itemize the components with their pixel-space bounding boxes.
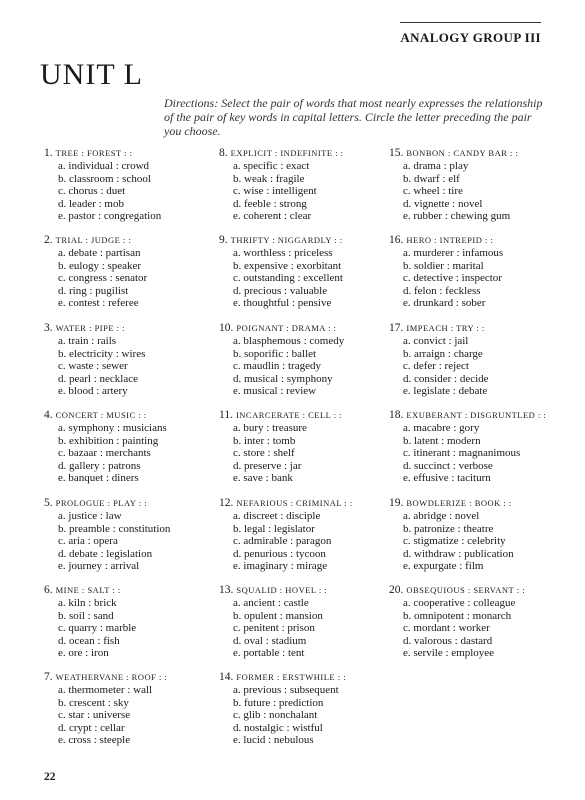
answer-option[interactable]: c. quarry : marble xyxy=(58,622,137,634)
answer-option[interactable]: c. detective : inspector xyxy=(403,272,502,284)
question-header xyxy=(219,233,394,247)
answer-option[interactable]: c. bazaar : merchants xyxy=(58,447,151,459)
answer-option[interactable]: e. journey : arrival xyxy=(58,560,140,572)
question-number: 10. xyxy=(219,322,234,334)
answer-option[interactable]: d. musical : symphony xyxy=(233,372,333,385)
answer-option[interactable]: b. classroom : school xyxy=(58,172,151,185)
answer-option[interactable]: b. dwarf : elf xyxy=(403,172,460,185)
question-header xyxy=(389,321,564,335)
question-number: 11. xyxy=(219,409,233,421)
answer-option[interactable]: d. feeble : strong xyxy=(233,197,307,210)
answer-option[interactable]: b. electricity : wires xyxy=(58,347,146,360)
question-header xyxy=(44,496,219,510)
answer-option[interactable]: d. valorous : dastard xyxy=(403,634,493,647)
answer-option[interactable]: a. ancient : castle xyxy=(233,597,309,609)
question-number: 14. xyxy=(219,671,234,683)
answer-option[interactable]: d. ocean : fish xyxy=(58,634,120,647)
question-item xyxy=(44,321,219,398)
question-number: 12. xyxy=(219,497,234,509)
question-item xyxy=(44,408,219,485)
key-words: FORMER : ERSTWHILE : : xyxy=(236,672,347,682)
answer-option[interactable]: d. felon : feckless xyxy=(403,284,481,297)
question-item xyxy=(219,583,394,660)
question-number: 18. xyxy=(389,409,404,421)
answer-option[interactable]: c. store : shelf xyxy=(233,447,295,459)
question-number: 7. xyxy=(44,671,53,683)
answer-option[interactable]: a. worthless : priceless xyxy=(233,247,333,259)
question-number: 9. xyxy=(219,234,228,246)
answer-option[interactable]: c. maudlin : tragedy xyxy=(233,360,321,372)
question-item xyxy=(219,233,394,310)
answer-option[interactable]: c. itinerant : magnanimous xyxy=(403,447,521,459)
question-item xyxy=(219,408,394,485)
answer-option[interactable]: b. eulogy : speaker xyxy=(58,259,142,272)
question-number: 13. xyxy=(219,584,234,596)
answer-option[interactable]: b. omnipotent : monarch xyxy=(403,609,512,622)
answer-option[interactable]: e. expurgate : film xyxy=(403,560,484,572)
question-item xyxy=(389,146,564,223)
key-words: TREE : FOREST : : xyxy=(55,148,133,158)
answer-option[interactable]: c. chorus : duet xyxy=(58,185,126,197)
answer-option[interactable]: e. coherent : clear xyxy=(233,210,312,222)
key-words: CONCERT : MUSIC : : xyxy=(55,410,147,420)
question-header xyxy=(44,408,219,422)
answer-option[interactable]: d. gallery : patrons xyxy=(58,459,141,472)
question-item xyxy=(219,496,394,573)
answer-option[interactable]: e. banquet : diners xyxy=(58,472,139,484)
question-header xyxy=(219,408,394,422)
answer-option[interactable]: e. thoughtful : pensive xyxy=(233,297,332,309)
question-header xyxy=(44,321,219,335)
key-words: BONBON : CANDY BAR : : xyxy=(406,148,519,158)
answer-option[interactable]: d. crypt : cellar xyxy=(58,721,125,734)
answer-option[interactable]: d. leader : mob xyxy=(58,197,124,210)
answer-option[interactable]: a. train : rails xyxy=(58,335,117,347)
key-words: EXPLICIT : INDEFINITE : : xyxy=(230,148,344,158)
answer-option[interactable]: a. justice : law xyxy=(58,510,122,522)
page-number: 22 xyxy=(44,771,56,783)
directions-text: Directions: Select the pair of words that most nearly expresses the relationship of the pair of key words in capital letters. Circle the letter preceding the pair you choose. xyxy=(164,96,543,138)
answer-option[interactable]: c. defer : reject xyxy=(403,360,469,372)
answer-option[interactable]: e. imaginary : mirage xyxy=(233,560,328,572)
question-header xyxy=(44,233,219,247)
answer-option[interactable]: d. ring : pugilist xyxy=(58,284,129,297)
answer-option[interactable]: b. legal : legislator xyxy=(233,522,315,535)
answer-option[interactable]: e. musical : review xyxy=(233,385,317,397)
answer-option[interactable]: e. legislate : debate xyxy=(403,385,488,397)
answer-option[interactable]: a. symphony : musicians xyxy=(58,422,167,434)
answer-option[interactable]: a. convict : jail xyxy=(403,335,469,347)
answer-option[interactable]: a. macabre : gory xyxy=(403,422,480,434)
answer-option[interactable]: d. precious : valuable xyxy=(233,284,328,297)
answer-option[interactable]: e. lucid : nebulous xyxy=(233,734,314,746)
answer-option[interactable]: e. servile : employee xyxy=(403,647,495,659)
question-item xyxy=(389,321,564,398)
answer-option[interactable]: d. penurious : tycoon xyxy=(233,547,326,560)
group-title: ANALOGY GROUP III xyxy=(400,30,541,45)
answer-option[interactable]: b. soldier : marital xyxy=(403,259,484,272)
question-item xyxy=(219,670,394,747)
answer-option[interactable]: e. save : bank xyxy=(233,472,293,484)
answer-option[interactable]: b. expensive : exorbitant xyxy=(233,259,342,272)
header-rule xyxy=(400,22,541,23)
answer-option[interactable]: e. contest : referee xyxy=(58,297,139,309)
key-words: THRIFTY : NIGGARDLY : : xyxy=(230,235,343,245)
question-number: 20. xyxy=(389,584,404,596)
question-item xyxy=(219,146,394,223)
answer-option[interactable]: a. blasphemous : comedy xyxy=(233,335,345,347)
key-words: NEFARIOUS : CRIMINAL : : xyxy=(236,498,353,508)
answer-option[interactable]: a. specific : exact xyxy=(233,160,310,172)
question-number: 17. xyxy=(389,322,404,334)
answer-option[interactable]: b. patronize : theatre xyxy=(403,522,494,535)
answer-option[interactable]: e. blood : artery xyxy=(58,385,128,397)
answer-option[interactable]: d. pearl : necklace xyxy=(58,372,139,385)
key-words: BOWDLERIZE : BOOK : : xyxy=(406,498,512,508)
answer-option[interactable]: c. outstanding : excellent xyxy=(233,272,343,284)
answer-option[interactable]: c. wise : intelligent xyxy=(233,185,317,197)
answer-option[interactable]: d. succinct : verbose xyxy=(403,459,493,472)
answer-option[interactable]: c. stigmatize : celebrity xyxy=(403,535,506,547)
question-item xyxy=(389,408,564,485)
question-item xyxy=(44,583,219,660)
question-header xyxy=(389,233,564,247)
question-item xyxy=(44,146,219,223)
answer-option[interactable]: b. soil : sand xyxy=(58,609,114,622)
answer-option[interactable]: a. cooperative : colleague xyxy=(403,597,516,609)
key-words: PROLOGUE : PLAY : : xyxy=(55,498,148,508)
question-header xyxy=(389,146,564,160)
answer-option[interactable]: a. bury : treasure xyxy=(233,422,307,434)
question-header xyxy=(219,146,394,160)
answer-option[interactable]: a. murderer : infamous xyxy=(403,247,504,259)
answer-option[interactable]: b. exhibition : painting xyxy=(58,434,159,447)
answer-option[interactable]: a. individual : crowd xyxy=(58,160,150,172)
answer-option[interactable]: a. thermometer : wall xyxy=(58,684,153,696)
answer-option[interactable]: d. consider : decide xyxy=(403,372,489,385)
answer-option[interactable]: a. debate : partisan xyxy=(58,247,141,259)
answer-option[interactable]: b. soporific : ballet xyxy=(233,347,317,360)
answer-option[interactable]: b. arraign : charge xyxy=(403,347,483,360)
question-header xyxy=(44,670,219,684)
question-number: 15. xyxy=(389,147,404,159)
question-number: 16. xyxy=(389,234,404,246)
key-words: SQUALID : HOVEL : : xyxy=(236,585,328,595)
question-number: 4. xyxy=(44,409,53,421)
question-number: 6. xyxy=(44,584,53,596)
question-header xyxy=(219,583,394,597)
answer-option[interactable]: c. wheel : tire xyxy=(403,185,463,197)
answer-option[interactable]: a. discreet : disciple xyxy=(233,510,321,522)
question-item xyxy=(389,233,564,310)
answer-option[interactable]: a. previous : subsequent xyxy=(233,684,339,696)
question-header xyxy=(219,496,394,510)
key-words: WATER : PIPE : : xyxy=(55,323,126,333)
answer-option[interactable]: d. nostalgic : wistful xyxy=(233,721,323,734)
answer-option[interactable]: a. drama : play xyxy=(403,160,469,172)
answer-option[interactable]: d. debate : legislation xyxy=(58,547,153,560)
answer-option[interactable]: d. oval : stadium xyxy=(233,634,307,647)
question-item xyxy=(389,583,564,660)
key-words: POIGNANT : DRAMA : : xyxy=(236,323,337,333)
answer-option[interactable]: b. crescent : sky xyxy=(58,696,129,709)
answer-option[interactable]: c. glib : nonchalant xyxy=(233,709,318,721)
key-words: EXUBERANT : DISGRUNTLED : : xyxy=(406,410,547,420)
answer-option[interactable]: c. aria : opera xyxy=(58,535,118,547)
answer-option[interactable]: c. mordant : worker xyxy=(403,622,490,634)
answer-option[interactable]: c. congress : senator xyxy=(58,272,148,284)
key-words: WEATHERVANE : ROOF : : xyxy=(55,672,168,682)
question-number: 8. xyxy=(219,147,228,159)
question-item xyxy=(44,496,219,573)
answer-option[interactable]: d. withdraw : publication xyxy=(403,547,514,560)
key-words: MINE : SALT : : xyxy=(55,585,121,595)
question-item xyxy=(219,321,394,398)
answer-option[interactable]: b. latent : modern xyxy=(403,434,481,447)
question-header xyxy=(219,670,394,684)
question-header xyxy=(389,496,564,510)
question-number: 3. xyxy=(44,322,53,334)
answer-option[interactable]: d. vignette : novel xyxy=(403,197,483,210)
answer-option[interactable]: b. weak : fragile xyxy=(233,172,305,185)
answer-option[interactable]: a. kiln : brick xyxy=(58,597,117,609)
key-words: INCARCERATE : CELL : : xyxy=(235,410,343,420)
answer-option[interactable]: e. ore : iron xyxy=(58,647,109,659)
answer-option[interactable]: c. star : universe xyxy=(58,709,131,721)
key-words: HERO : INTREPID : : xyxy=(406,235,494,245)
question-header xyxy=(389,583,564,597)
answer-option[interactable]: b. opulent : mansion xyxy=(233,609,323,622)
answer-option[interactable]: b. future : prediction xyxy=(233,696,324,709)
answer-option[interactable]: e. drunkard : sober xyxy=(403,297,486,309)
question-header xyxy=(389,408,564,422)
answer-option[interactable]: c. waste : sewer xyxy=(58,360,128,372)
key-words: TRIAL : JUDGE : : xyxy=(55,235,132,245)
answer-option[interactable]: e. effusive : taciturn xyxy=(403,472,491,484)
question-number: 5. xyxy=(44,497,53,509)
answer-option[interactable]: e. portable : tent xyxy=(233,647,305,659)
answer-option[interactable]: c. admirable : paragon xyxy=(233,535,332,547)
question-number: 2. xyxy=(44,234,53,246)
question-number: 1. xyxy=(44,147,53,159)
answer-option[interactable]: e. pastor : congregation xyxy=(58,210,162,222)
answer-option[interactable]: d. preserve : jar xyxy=(233,459,302,472)
question-number: 19. xyxy=(389,497,404,509)
question-item xyxy=(44,233,219,310)
question-header xyxy=(44,583,219,597)
question-item xyxy=(389,496,564,573)
question-header xyxy=(219,321,394,335)
answer-option[interactable]: e. rubber : chewing gum xyxy=(403,210,511,222)
answer-option[interactable]: a. abridge : novel xyxy=(403,510,480,522)
answer-option[interactable]: e. cross : steeple xyxy=(58,734,131,746)
unit-title: UNIT L xyxy=(40,58,143,91)
answer-option[interactable]: c. penitent : prison xyxy=(233,622,315,634)
question-header xyxy=(44,146,219,160)
key-words: IMPEACH : TRY : : xyxy=(406,323,485,333)
key-words: OBSEQUIOUS : SERVANT : : xyxy=(406,585,526,595)
question-item xyxy=(44,670,219,747)
answer-option[interactable]: b. preamble : constitution xyxy=(58,522,171,535)
answer-option[interactable]: b. inter : tomb xyxy=(233,434,296,447)
